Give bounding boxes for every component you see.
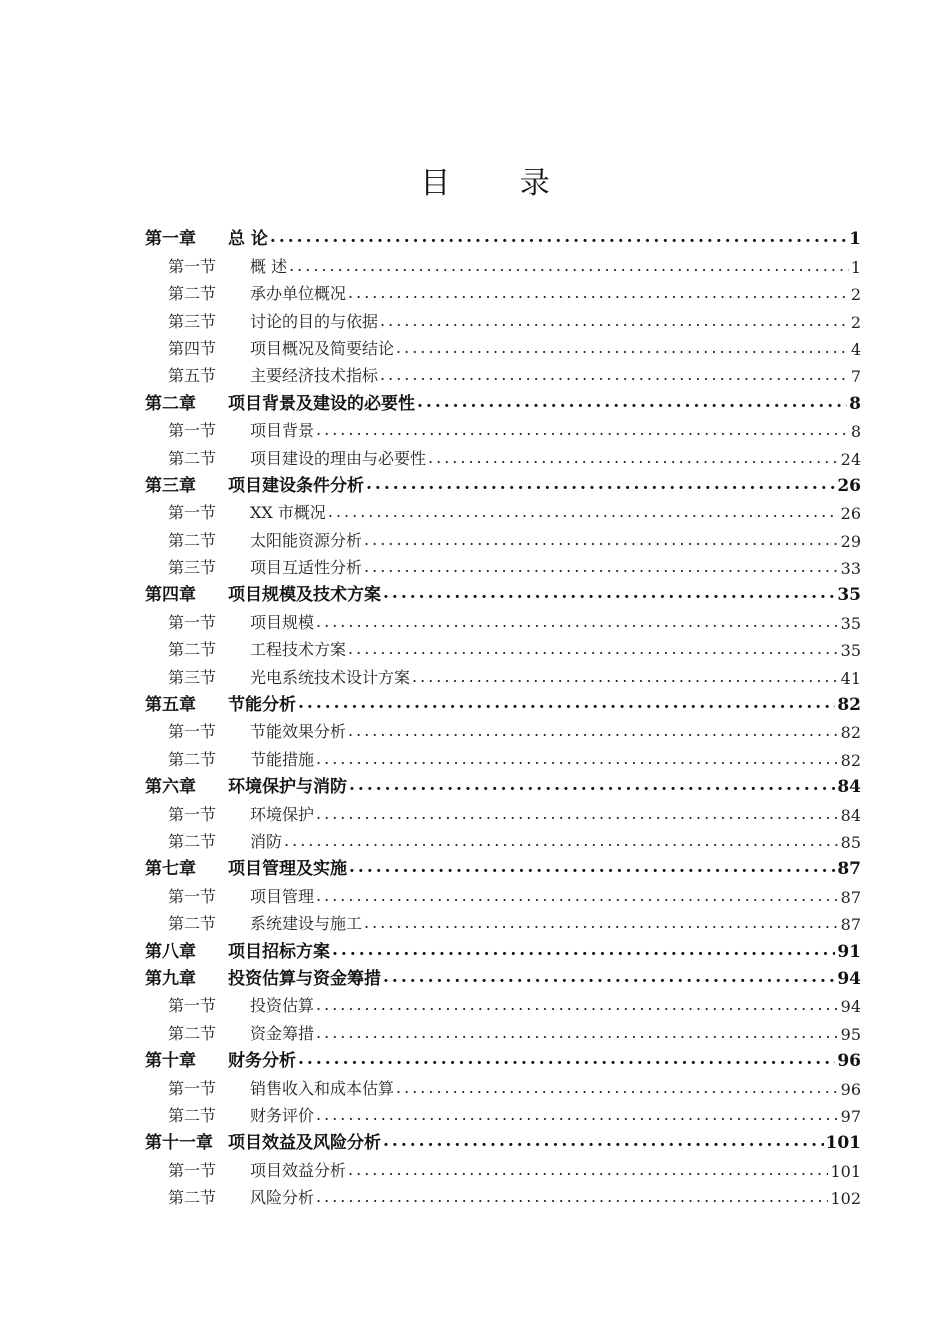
entry-number: 第一节 [168,256,217,276]
toc-section-entry[interactable] [145,304,861,331]
toc-section-entry[interactable] [145,1181,861,1208]
toc-section-entry[interactable] [145,277,861,304]
entry-page-number: 4 [850,339,861,359]
entry-number: 第二节 [168,530,217,550]
toc-section-entry[interactable] [145,633,861,660]
dot-leader [316,1107,839,1126]
entry-title: 主要经济技术指标 [250,366,379,386]
entry-title: 节能措施 [250,749,315,769]
entry-page-number: 97 [840,1106,861,1126]
entry-title: 项目规模 [250,612,315,632]
dot-leader [332,942,835,962]
entry-page-number: 8 [849,393,861,414]
dot-leader [396,1080,839,1099]
entry-number: 第二节 [168,448,217,468]
dot-leader [316,1025,839,1044]
toc-chapter-entry[interactable] [145,578,861,605]
dot-leader [284,833,839,852]
entry-page-number: 85 [840,832,861,852]
entry-page-number: 87 [837,859,861,880]
dot-leader [316,888,839,907]
entry-title: 项目管理及实施 [228,859,347,880]
dot-leader [348,285,849,304]
entry-page-number: 35 [840,641,861,661]
entry-number: 第二节 [168,749,217,769]
entry-title: 讨论的目的与依据 [250,311,379,331]
dot-leader [383,585,835,605]
dot-leader [380,367,849,386]
dot-leader [412,669,839,688]
toc-section-entry[interactable] [145,359,861,386]
entry-page-number: 1 [849,229,861,250]
dot-leader [396,340,849,359]
entry-number: 第九章 [145,968,196,989]
entry-number: 第一节 [168,1078,217,1098]
entry-number: 第一章 [145,229,196,250]
toc-section-entry[interactable] [145,414,861,441]
entry-title: 太阳能资源分析 [250,530,363,550]
entry-number: 第五节 [168,366,217,386]
entry-title: 系统建设与施工 [250,914,363,934]
entry-page-number: 87 [840,915,861,935]
entry-page-number: 1 [850,257,861,277]
entry-page-number: 26 [837,475,861,496]
toc-section-entry[interactable] [145,989,861,1016]
dot-leader [270,229,847,249]
dot-leader [348,1162,828,1181]
toc-chapter-entry[interactable] [145,386,861,413]
toc-chapter-entry[interactable] [145,852,861,879]
dot-leader [316,997,839,1016]
entry-title: 节能效果分析 [250,722,347,742]
entry-title: 环境保护与消防 [228,777,347,798]
dot-leader [383,969,835,989]
dot-leader [316,806,839,825]
entry-title: 项目背景及建设的必要性 [228,393,415,414]
entry-title: 投资估算 [250,996,315,1016]
toc-section-entry[interactable] [145,496,861,523]
entry-title: 项目建设条件分析 [228,475,364,496]
toc-chapter-entry[interactable] [145,770,861,797]
entry-page-number: 41 [840,668,861,688]
entry-number: 第一节 [168,886,217,906]
entry-number: 第二节 [168,1023,217,1043]
dot-leader [289,258,849,277]
entry-number: 第三章 [145,475,196,496]
entry-page-number: 35 [837,585,861,606]
entry-number: 第二节 [168,1188,217,1208]
dot-leader [298,695,835,715]
entry-page-number: 29 [840,531,861,551]
toc-title: 目 录 [420,166,580,201]
entry-title: 财务分析 [228,1051,296,1072]
entry-number: 第四节 [168,338,217,358]
toc-section-entry[interactable] [145,742,861,769]
entry-page-number: 94 [840,997,861,1017]
entry-title: 风险分析 [250,1188,315,1208]
entry-title: 投资估算与资金筹措 [228,968,381,989]
entry-number: 第一节 [168,612,217,632]
dot-leader [348,641,839,660]
dot-leader [316,751,839,770]
entry-number: 第三节 [168,667,217,687]
entry-title: 项目招标方案 [228,941,330,962]
entry-title: 工程技术方案 [250,640,347,660]
toc-section-entry[interactable] [145,825,861,852]
entry-number: 第二章 [145,393,196,414]
toc-section-entry[interactable] [145,1099,861,1126]
entry-number: 第十一章 [145,1133,213,1154]
toc-section-entry[interactable] [145,797,861,824]
entry-page-number: 84 [837,777,861,798]
entry-page-number: 82 [840,750,861,770]
toc-chapter-entry[interactable] [145,688,861,715]
entry-number: 第三节 [168,558,217,578]
entry-page-number: 35 [840,613,861,633]
entry-number: 第八章 [145,941,196,962]
dot-leader [428,450,839,469]
entry-page-number: 8 [850,422,861,442]
entry-page-number: 2 [850,312,861,332]
entry-page-number: 24 [840,449,861,469]
toc-section-entry[interactable] [145,715,861,742]
entry-page-number: 33 [840,559,861,579]
entry-number: 第三节 [168,311,217,331]
entry-title: 项目规模及技术方案 [228,585,381,606]
toc-chapter-entry[interactable] [145,962,861,989]
dot-leader [316,614,839,633]
entry-page-number: 96 [840,1079,861,1099]
dot-leader [316,422,849,441]
toc-section-entry[interactable] [145,1153,861,1180]
entry-page-number: 26 [840,504,861,524]
entry-page-number: 7 [850,367,861,387]
toc-section-entry[interactable] [145,907,861,934]
entry-title: 项目建设的理由与必要性 [250,448,427,468]
dot-leader [316,1189,828,1208]
entry-number: 第二节 [168,831,217,851]
toc-section-entry[interactable] [145,441,861,468]
entry-page-number: 102 [830,1189,861,1209]
entry-page-number: 84 [840,805,861,825]
dot-leader [417,394,847,414]
entry-page-number: 87 [840,887,861,907]
entry-number: 第二节 [168,284,217,304]
entry-title: 项目管理 [250,886,315,906]
toc-section-entry[interactable] [145,523,861,550]
entry-title: 概 述 [250,256,288,276]
entry-title: 项目效益分析 [250,1160,347,1180]
entry-number: 第一节 [168,996,217,1016]
dot-leader [364,915,839,934]
entry-number: 第十章 [145,1051,196,1072]
entry-title: 销售收入和成本估算 [250,1078,395,1098]
entry-title: 总 论 [228,229,268,250]
entry-title: 项目互适性分析 [250,558,363,578]
toc-section-entry[interactable] [145,249,861,276]
entry-title: XX 市概况 [250,503,326,523]
entry-page-number: 101 [825,1133,861,1154]
entry-number: 第五章 [145,695,196,716]
entry-title: 节能分析 [228,695,296,716]
entry-title: 消防 [250,831,283,851]
toc-section-entry[interactable] [145,660,861,687]
dot-leader [349,777,835,797]
entry-page-number: 91 [837,941,861,962]
entry-page-number: 82 [837,695,861,716]
entry-number: 第二节 [168,1105,217,1125]
dot-leader [383,1133,824,1153]
entry-number: 第六章 [145,777,196,798]
entry-number: 第四章 [145,585,196,606]
toc-section-entry[interactable] [145,332,861,359]
entry-number: 第二节 [168,640,217,660]
entry-title: 承办单位概况 [250,284,347,304]
entry-title: 资金筹措 [250,1023,315,1043]
dot-leader [298,1051,835,1071]
dot-leader [364,532,839,551]
dot-leader [366,476,835,496]
entry-number: 第一节 [168,1160,217,1180]
toc-section-entry[interactable] [145,551,861,578]
entry-title: 光电系统技术设计方案 [250,667,411,687]
dot-leader [364,559,839,578]
entry-title: 项目背景 [250,421,315,441]
dot-leader [380,313,849,332]
entry-page-number: 82 [840,723,861,743]
entry-number: 第二节 [168,914,217,934]
toc-chapter-entry[interactable] [145,222,861,249]
dot-leader [328,504,839,523]
dot-leader [348,723,839,742]
entry-page-number: 94 [837,968,861,989]
entry-page-number: 2 [850,285,861,305]
toc-section-entry[interactable] [145,1071,861,1098]
toc-chapter-entry[interactable] [145,1044,861,1071]
entry-number: 第一节 [168,503,217,523]
entry-title: 环境保护 [250,804,315,824]
entry-page-number: 96 [837,1051,861,1072]
toc-chapter-entry[interactable] [145,934,861,961]
toc-list [145,222,861,1208]
toc-chapter-entry[interactable] [145,1126,861,1153]
entry-page-number: 95 [840,1024,861,1044]
entry-number: 第一节 [168,421,217,441]
toc-section-entry[interactable] [145,879,861,906]
entry-page-number: 101 [830,1161,861,1181]
entry-number: 第七章 [145,859,196,880]
entry-title: 财务评价 [250,1105,315,1125]
dot-leader [349,859,835,879]
toc-chapter-entry[interactable] [145,469,861,496]
entry-title: 项目效益及风险分析 [228,1133,381,1154]
entry-title: 项目概况及简要结论 [250,338,395,358]
toc-section-entry[interactable] [145,605,861,632]
toc-section-entry[interactable] [145,1016,861,1043]
entry-number: 第一节 [168,722,217,742]
entry-number: 第一节 [168,804,217,824]
